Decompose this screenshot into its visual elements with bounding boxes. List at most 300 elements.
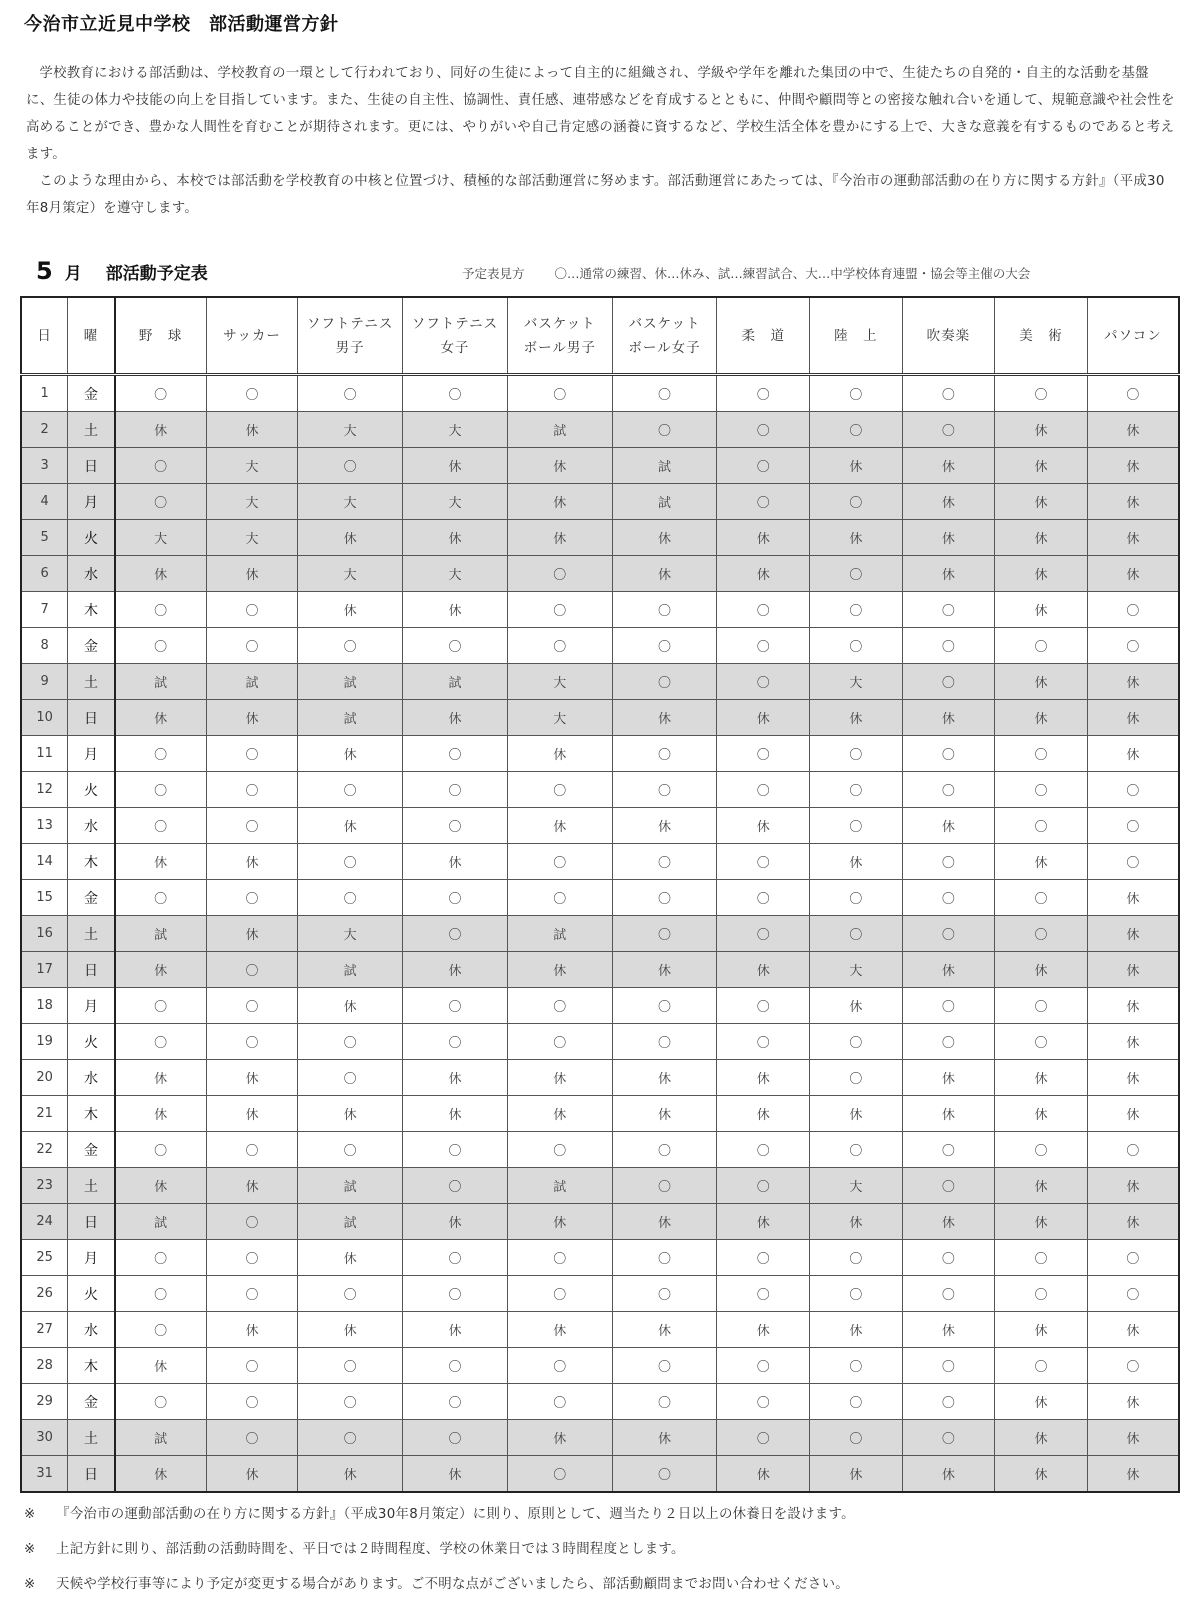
header-club-label: ソフトテニス (411, 315, 499, 332)
table-row (21, 484, 1179, 520)
day-cell: 18 (21, 988, 68, 1024)
schedule-cell: 休 (717, 700, 810, 736)
header-club-label: 吹奏楽 (926, 327, 971, 344)
table-row (21, 1348, 1179, 1384)
day-cell: 5 (21, 520, 68, 556)
schedule-cell: 休 (115, 412, 207, 448)
schedule-cell: 休 (717, 556, 810, 592)
schedule-cell: 〇 (115, 1240, 207, 1276)
schedule-cell: 大 (206, 520, 298, 556)
schedule-cell: 休 (298, 808, 403, 844)
schedule-cell: 〇 (810, 1060, 903, 1096)
table-row (21, 628, 1179, 664)
page-title: 今治市立近見中学校 部活動運営方針 (24, 14, 339, 35)
schedule-title (36, 257, 208, 285)
schedule-cell: 大 (507, 700, 612, 736)
schedule-cell: 試 (612, 448, 717, 484)
schedule-cell: 〇 (206, 1204, 298, 1240)
schedule-legend (462, 264, 1030, 282)
schedule-cell: 〇 (115, 772, 207, 808)
header-club-label: パソコン (1104, 327, 1162, 344)
schedule-cell: 大 (206, 448, 298, 484)
table-row (21, 1204, 1179, 1240)
schedule-cell: 〇 (717, 592, 810, 628)
schedule-cell: 休 (1087, 1060, 1179, 1096)
schedule-cell: 休 (810, 1312, 903, 1348)
schedule-cell: 〇 (717, 916, 810, 952)
schedule-cell: 〇 (115, 988, 207, 1024)
header-club (298, 297, 403, 375)
table-row (21, 772, 1179, 808)
schedule-cell: 〇 (115, 484, 207, 520)
schedule-cell: 休 (902, 700, 995, 736)
table-row (21, 1384, 1179, 1420)
dow-cell: 月 (68, 1240, 115, 1276)
header-club-label: 男子 (335, 339, 365, 356)
schedule-cell: 試 (298, 664, 403, 700)
schedule-cell: 休 (902, 484, 995, 520)
schedule-cell: 〇 (995, 1348, 1088, 1384)
schedule-cell: 休 (507, 1312, 612, 1348)
schedule-cell: 休 (995, 520, 1088, 556)
legend-text: 〇…通常の練習、休…休み、試…練習試合、大…中学校体育連盟・協会等主催の大会 (554, 266, 1031, 281)
schedule-cell: 〇 (206, 1384, 298, 1420)
schedule-cell: 大 (298, 916, 403, 952)
schedule-cell: 〇 (717, 484, 810, 520)
schedule-cell: 〇 (717, 1276, 810, 1312)
schedule-cell: 〇 (810, 1240, 903, 1276)
schedule-cell: 休 (902, 952, 995, 988)
schedule-cell: 〇 (902, 1240, 995, 1276)
note-text: 天候や学校行事等により予定が変更する場合があります。ご不明な点がございましたら、部活動顧問までお問い合わせください。 (56, 1577, 849, 1592)
day-cell: 25 (21, 1240, 68, 1276)
schedule-cell: 〇 (902, 628, 995, 664)
schedule-cell: 試 (298, 952, 403, 988)
schedule-cell: 大 (810, 1168, 903, 1204)
table-row (21, 700, 1179, 736)
dow-cell: 木 (68, 1348, 115, 1384)
schedule-cell: 休 (1087, 1168, 1179, 1204)
schedule-cell: 休 (403, 1204, 508, 1240)
schedule-cell: 〇 (612, 1168, 717, 1204)
schedule-cell: 大 (206, 484, 298, 520)
schedule-cell: 〇 (403, 1384, 508, 1420)
header-club (810, 297, 903, 375)
schedule-cell: 休 (995, 1384, 1088, 1420)
intro-paragraph: 学校教育における部活動は、学校教育の一環として行われており、同好の生徒によって自主的に組織され、学級や学年を離れた集団の中で、生徒たちの自発的・自主的な活動を基盤に、生徒の体力や技能の向上を目指しています。また、生徒の自主性、協調性、責任感、連帯感などを育成するとともに、仲間や顧問等との密接な触れ合いを通して、規範意識や社会性を高めることができ、豊かな人間性を育むことが期待されます。更には、やりがいや自己肯定感の涵養に資するなど、学校生活全体を豊かにする上で、大きな意義を有するものであると考えます。 (26, 66, 1175, 162)
schedule-cell: 休 (115, 1348, 207, 1384)
schedule-cell: 休 (206, 1312, 298, 1348)
schedule-cell: 〇 (612, 1384, 717, 1420)
notes (24, 1505, 1184, 1610)
schedule-cell: 〇 (810, 592, 903, 628)
dow-cell: 木 (68, 844, 115, 880)
schedule-cell: 休 (1087, 412, 1179, 448)
schedule-cell: 休 (507, 1096, 612, 1132)
schedule-cell: 休 (298, 1240, 403, 1276)
header-club-label: サッカー (223, 327, 281, 344)
schedule-cell: 〇 (612, 1276, 717, 1312)
table-row (21, 988, 1179, 1024)
note-mark: ※ (24, 1577, 36, 1592)
schedule-cell: 〇 (403, 988, 508, 1024)
schedule-cell: 休 (810, 1096, 903, 1132)
schedule-cell: 〇 (717, 1168, 810, 1204)
header-club-label: 女子 (440, 339, 470, 356)
schedule-cell: 休 (717, 1312, 810, 1348)
schedule-cell: 〇 (507, 556, 612, 592)
schedule-cell: 〇 (206, 1024, 298, 1060)
schedule-cell: 〇 (206, 880, 298, 916)
schedule-cell: 〇 (902, 1168, 995, 1204)
schedule-cell: 〇 (115, 1132, 207, 1168)
schedule-cell: 〇 (995, 772, 1088, 808)
schedule-cell: 〇 (403, 375, 508, 412)
schedule-cell: 休 (810, 1204, 903, 1240)
schedule-cell: 〇 (717, 988, 810, 1024)
schedule-cell: 〇 (507, 1132, 612, 1168)
dow-cell: 土 (68, 412, 115, 448)
schedule-cell: 〇 (717, 375, 810, 412)
schedule-cell: 休 (507, 484, 612, 520)
day-cell: 10 (21, 700, 68, 736)
header-day: 日 (21, 297, 68, 375)
header-club (206, 297, 298, 375)
dow-cell: 水 (68, 556, 115, 592)
schedule-cell: 〇 (298, 375, 403, 412)
day-cell: 6 (21, 556, 68, 592)
schedule-cell: 〇 (717, 628, 810, 664)
schedule-cell: 〇 (717, 1420, 810, 1456)
dow-cell: 日 (68, 448, 115, 484)
schedule-cell: 休 (995, 556, 1088, 592)
schedule-cell: 休 (403, 1312, 508, 1348)
schedule-cell: 休 (902, 520, 995, 556)
schedule-cell: 休 (995, 1312, 1088, 1348)
schedule-cell: 〇 (902, 664, 995, 700)
schedule-cell: 〇 (612, 628, 717, 664)
schedule-cell: 〇 (507, 1456, 612, 1493)
schedule-cell: 〇 (810, 1024, 903, 1060)
table-row (21, 1096, 1179, 1132)
schedule-cell: 大 (298, 556, 403, 592)
schedule-cell: 休 (1087, 736, 1179, 772)
day-cell: 15 (21, 880, 68, 916)
day-cell: 21 (21, 1096, 68, 1132)
schedule-cell: 休 (717, 952, 810, 988)
schedule-cell: 〇 (115, 1276, 207, 1312)
day-cell: 31 (21, 1456, 68, 1493)
table-row (21, 448, 1179, 484)
day-cell: 23 (21, 1168, 68, 1204)
schedule-cell: 〇 (298, 1060, 403, 1096)
table-row (21, 375, 1179, 412)
table-row (21, 1168, 1179, 1204)
dow-cell: 水 (68, 1312, 115, 1348)
table-row (21, 1132, 1179, 1168)
schedule-cell: 大 (507, 664, 612, 700)
schedule-cell: 〇 (902, 988, 995, 1024)
schedule-cell: 休 (717, 1204, 810, 1240)
schedule-cell: 〇 (507, 844, 612, 880)
note-text: 上記方針に則り、部活動の活動時間を、平日では２時間程度、学校の休業日では３時間程度とします。 (56, 1542, 685, 1557)
table-row (21, 736, 1179, 772)
schedule-cell: 〇 (206, 1348, 298, 1384)
schedule-cell: 〇 (298, 844, 403, 880)
schedule-cell: 休 (612, 700, 717, 736)
schedule-cell: 休 (298, 520, 403, 556)
table-row (21, 412, 1179, 448)
schedule-cell: 〇 (612, 1456, 717, 1493)
schedule-cell: 休 (1087, 1312, 1179, 1348)
schedule-cell: 〇 (115, 880, 207, 916)
schedule-cell: 〇 (612, 375, 717, 412)
day-cell: 19 (21, 1024, 68, 1060)
day-cell: 16 (21, 916, 68, 952)
schedule-cell: 〇 (717, 880, 810, 916)
schedule-cell: 〇 (1087, 1276, 1179, 1312)
schedule-cell: 休 (995, 412, 1088, 448)
schedule-cell: 〇 (995, 880, 1088, 916)
schedule-cell: 大 (810, 952, 903, 988)
dow-cell: 火 (68, 1276, 115, 1312)
schedule-cell: 休 (115, 1096, 207, 1132)
note-item (24, 1505, 1184, 1540)
schedule-cell: 〇 (612, 664, 717, 700)
schedule-cell: 休 (115, 556, 207, 592)
schedule-cell: 休 (298, 1456, 403, 1493)
schedule-cell: 〇 (507, 1384, 612, 1420)
schedule-cell: 〇 (298, 772, 403, 808)
dow-cell: 月 (68, 988, 115, 1024)
schedule-cell: 大 (403, 412, 508, 448)
schedule-cell: 〇 (810, 556, 903, 592)
schedule-cell: 休 (298, 1312, 403, 1348)
schedule-cell: 休 (1087, 484, 1179, 520)
schedule-cell: 休 (1087, 952, 1179, 988)
schedule-cell: 〇 (115, 628, 207, 664)
schedule-cell: 〇 (717, 772, 810, 808)
schedule-cell: 〇 (902, 1420, 995, 1456)
schedule-cell: 〇 (995, 988, 1088, 1024)
schedule-cell: 試 (298, 1204, 403, 1240)
schedule-cell: 〇 (206, 988, 298, 1024)
schedule-cell: 〇 (717, 736, 810, 772)
day-cell: 11 (21, 736, 68, 772)
day-cell: 12 (21, 772, 68, 808)
schedule-cell: 試 (115, 916, 207, 952)
schedule-cell: 休 (1087, 988, 1179, 1024)
schedule-cell: 〇 (810, 375, 903, 412)
schedule-cell: 大 (298, 484, 403, 520)
schedule-cell: 試 (115, 664, 207, 700)
schedule-cell: 〇 (1087, 1240, 1179, 1276)
intro-paragraph: このような理由から、本校では部活動を学校教育の中核と位置づけ、積極的な部活動運営に努めます。部活動運営にあたっては、『今治市の運動部活動の在り方に関する方針』（平成30年8月策定）を遵守します。 (26, 174, 1165, 216)
dow-cell: 土 (68, 664, 115, 700)
day-cell: 13 (21, 808, 68, 844)
schedule-cell: 〇 (507, 772, 612, 808)
schedule-cell: 〇 (612, 736, 717, 772)
schedule-cell: 〇 (1087, 592, 1179, 628)
schedule-cell: 〇 (507, 628, 612, 664)
schedule-cell: 試 (115, 1204, 207, 1240)
schedule-cell: 〇 (902, 736, 995, 772)
schedule-cell: 休 (612, 1420, 717, 1456)
dow-cell: 金 (68, 1384, 115, 1420)
schedule-cell: 〇 (1087, 1348, 1179, 1384)
note-item (24, 1575, 1184, 1610)
schedule-cell: 〇 (206, 1420, 298, 1456)
schedule-cell: 〇 (115, 592, 207, 628)
table-header-row (21, 297, 1179, 375)
header-club (1087, 297, 1179, 375)
schedule-cell: 休 (902, 1312, 995, 1348)
header-club-label: 野 球 (138, 327, 183, 344)
schedule-cell: 〇 (717, 1384, 810, 1420)
schedule-cell: 〇 (298, 1348, 403, 1384)
schedule-cell: 〇 (810, 808, 903, 844)
dow-cell: 月 (68, 484, 115, 520)
schedule-cell: 〇 (115, 808, 207, 844)
table-row (21, 520, 1179, 556)
header-club-label: ボール男子 (523, 339, 596, 356)
schedule-cell: 休 (507, 520, 612, 556)
table-row (21, 1024, 1179, 1060)
schedule-cell: 〇 (206, 1276, 298, 1312)
schedule-cell: 〇 (206, 1240, 298, 1276)
table-row (21, 916, 1179, 952)
schedule-cell: 休 (995, 1420, 1088, 1456)
schedule-cell: 試 (507, 412, 612, 448)
schedule-cell: 休 (206, 1456, 298, 1493)
schedule-cell: 〇 (298, 1276, 403, 1312)
dow-cell: 火 (68, 772, 115, 808)
schedule-cell: 休 (995, 1060, 1088, 1096)
schedule-cell: 休 (206, 844, 298, 880)
day-cell: 7 (21, 592, 68, 628)
schedule-cell: 休 (995, 1096, 1088, 1132)
schedule-cell: 〇 (403, 1348, 508, 1384)
dow-cell: 日 (68, 952, 115, 988)
schedule-cell: 〇 (206, 952, 298, 988)
day-cell: 8 (21, 628, 68, 664)
schedule-cell: 〇 (902, 1132, 995, 1168)
schedule-cell: 大 (403, 484, 508, 520)
schedule-cell: 休 (810, 988, 903, 1024)
schedule-cell: 休 (902, 1060, 995, 1096)
schedule-cell: 〇 (612, 772, 717, 808)
table-row (21, 844, 1179, 880)
dow-cell: 日 (68, 700, 115, 736)
schedule-cell: 〇 (810, 484, 903, 520)
schedule-cell: 休 (1087, 700, 1179, 736)
schedule-cell: 〇 (403, 628, 508, 664)
schedule-cell: 〇 (612, 1024, 717, 1060)
schedule-cell: 〇 (1087, 772, 1179, 808)
schedule-cell: 〇 (206, 375, 298, 412)
legend-heading: 予定表見方 (462, 266, 525, 281)
schedule-cell: 〇 (612, 988, 717, 1024)
schedule-cell: 〇 (810, 1384, 903, 1420)
note-mark: ※ (24, 1507, 36, 1522)
schedule-cell: 〇 (717, 1132, 810, 1168)
schedule-cell: 〇 (298, 1384, 403, 1420)
schedule-cell: 〇 (995, 736, 1088, 772)
schedule-cell: 〇 (902, 916, 995, 952)
schedule-cell: 〇 (810, 1132, 903, 1168)
dow-cell: 金 (68, 628, 115, 664)
day-cell: 27 (21, 1312, 68, 1348)
schedule-cell: 〇 (717, 448, 810, 484)
schedule-cell: 〇 (612, 412, 717, 448)
day-cell: 24 (21, 1204, 68, 1240)
dow-cell: 火 (68, 1024, 115, 1060)
schedule-cell: 〇 (403, 1420, 508, 1456)
schedule-cell: 〇 (403, 1168, 508, 1204)
schedule-cell: 〇 (810, 412, 903, 448)
schedule-cell: 〇 (403, 772, 508, 808)
schedule-cell: 〇 (206, 628, 298, 664)
schedule-cell: 〇 (612, 592, 717, 628)
schedule-cell: 休 (403, 448, 508, 484)
dow-cell: 金 (68, 1132, 115, 1168)
schedule-cell: 休 (995, 700, 1088, 736)
schedule-cell: 試 (298, 700, 403, 736)
day-cell: 3 (21, 448, 68, 484)
dow-cell: 水 (68, 808, 115, 844)
schedule-cell: 〇 (810, 880, 903, 916)
schedule-cell: 〇 (206, 772, 298, 808)
schedule-cell: 休 (206, 1060, 298, 1096)
dow-cell: 木 (68, 1096, 115, 1132)
schedule-cell: 休 (1087, 1420, 1179, 1456)
day-cell: 1 (21, 375, 68, 412)
schedule-cell: 休 (507, 952, 612, 988)
table-row (21, 1276, 1179, 1312)
header-club-label: ボール女子 (628, 339, 701, 356)
schedule-cell: 〇 (810, 1276, 903, 1312)
schedule-month-label: 月 (64, 264, 82, 284)
schedule-cell: 〇 (1087, 844, 1179, 880)
day-cell: 28 (21, 1348, 68, 1384)
schedule-cell: 休 (115, 1456, 207, 1493)
schedule-cell: 〇 (507, 880, 612, 916)
table-body (21, 375, 1179, 1493)
schedule-cell: 休 (995, 952, 1088, 988)
schedule-cell: 試 (206, 664, 298, 700)
schedule-cell: 試 (403, 664, 508, 700)
schedule-cell: 休 (206, 556, 298, 592)
schedule-cell: 〇 (995, 1132, 1088, 1168)
schedule-cell: 〇 (115, 1312, 207, 1348)
schedule-cell: 〇 (810, 772, 903, 808)
schedule-cell: 休 (298, 988, 403, 1024)
day-cell: 22 (21, 1132, 68, 1168)
schedule-cell: 〇 (115, 375, 207, 412)
schedule-cell: 〇 (507, 375, 612, 412)
schedule-cell: 休 (1087, 1024, 1179, 1060)
day-cell: 30 (21, 1420, 68, 1456)
day-cell: 14 (21, 844, 68, 880)
schedule-cell: 休 (612, 1312, 717, 1348)
schedule-cell: 休 (206, 916, 298, 952)
schedule-cell: 休 (403, 1456, 508, 1493)
schedule-cell: 〇 (902, 844, 995, 880)
schedule-cell: 大 (403, 556, 508, 592)
schedule-cell: 〇 (1087, 1132, 1179, 1168)
schedule-cell: 〇 (995, 375, 1088, 412)
schedule-cell: 休 (1087, 1456, 1179, 1493)
